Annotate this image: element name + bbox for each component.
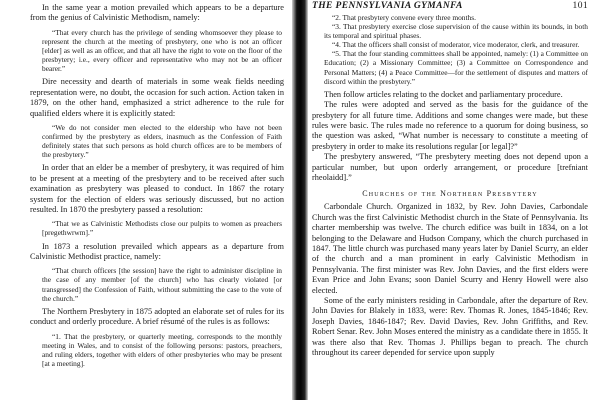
block-quote: “That we as Calvinistic Methodists close our pulpits to women as preachers [pregethwrwm].” <box>42 219 282 238</box>
block-quote: “1. That the presbytery, or quarterly meeting, corresponds to the monthly meeting in Wales, and to consist of the following persons: pastors, preachers, and ruling elders, together with elders of other presbyteries who may be present [at a meeting]. <box>42 331 282 368</box>
rule-item: “3. That presbytery exercise close supervision of the cause within its bounds, in both its temporal and spiritual phases. <box>324 22 588 41</box>
body-paragraph: The rules were adopted and served as the basis for the guidance of the presbytery for all future time. Additions and some changes were made, but these rules were basic. The rules made no reference to a quorum for doing business, so the question was asked, “What number is necessary to constitute a meeting of presbytery in order to make its resolutions regular [or legal]?” <box>312 100 588 151</box>
block-quote: “That every church has the privilege of sending whomsoever they please to represent the church at the meeting of presbytery, one who is not an officer [elder] as well as an officer, and that all have the right to vote on the floor of the presbytery; i.e., every officer and representative who may not be an officer bearer.” <box>42 27 282 74</box>
right-page <box>308 0 600 400</box>
left-page <box>0 0 292 400</box>
running-head-title: THE PENNSYLVANIA GYMANFA <box>312 1 463 11</box>
body-paragraph: Then follow articles relating to the docket and parliamentary procedure. <box>324 89 563 99</box>
body-paragraph: Dire necessity and dearth of materials in some weak fields needing representation were, no doubt, the occasion for such action. Action taken in 1879, on the other hand, emphasized a strict adherence to the rule for qualified elders where it is explicitly stated: <box>30 77 284 118</box>
body-paragraph: The presbytery answered, “The presbytery meeting does not depend upon a particular number, but upon orderly arrangement, or procedure [trefniant rheolaidd].” <box>312 152 588 182</box>
running-head <box>312 0 588 12</box>
body-paragraph: Some of the early ministers residing in Carbondale, after the departure of Rev. John Davies for Blakely in 1833, were: Rev. Thomas R. Jones, 1845-1846; Rev. Joseph Davies, 1846-1847; Rev. David Davies, Rev. John Griffiths, and Rev. Robert Senar. Rev. John Moses entered the ministry as a candidate there in 1855. It was there also that Rev. Thomas J. Phillips began to preach. The church throughout its career depended for service upon supply <box>312 296 588 358</box>
rule-item: “5. That the four standing committees shall be appointed, namely: (1) a Committee on Education; (2) a Missionary Committee; (3) a Committee on Correspondence and Personal Matters; (4) a Peace Committee—for the settlement of disputes and matters of discord within the presbytery.” <box>324 49 588 86</box>
rule-item: “4. That the officers shall consist of moderator, vice moderator, clerk, and treasurer. <box>332 40 580 50</box>
section-heading: Churches of the Northern Presbytery <box>362 189 538 199</box>
body-paragraph: In the same year a motion prevailed which appears to be a departure from the genius of Calvinistic Methodism, namely: <box>30 3 284 23</box>
body-paragraph: The Northern Presbytery in 1875 adopted an elaborate set of rules for its conduct and orderly procedure. A brief résumé of the rules is as follows: <box>30 306 284 327</box>
page-number: 101 <box>572 1 588 11</box>
block-quote: “We do not consider men elected to the eldership who have not been confirmed by the presbytery as elders, inasmuch as the Confession of Faith definitely states that such persons as hold church offices are to be members of the presbytery.” <box>42 122 282 160</box>
body-paragraph: In order that an elder be a member of presbytery, it was required of him to be present at a meeting of the presbytery and to be received after such examination as presbytery was pleased to conduct. In 1867 the rotary system for the election of elders was seriously discussed, but no action resulted. In 1870 the presbytery passed a resolution: <box>30 163 284 214</box>
block-quote: “That church officers [the session] have the right to administer discipline in the case of any member [of the church] who has clearly violated [or transgressed] the Confession of Faith, without submitting the case to the vote of the church.” <box>42 266 282 303</box>
book-gutter <box>292 0 308 400</box>
body-paragraph: In 1873 a resolution prevailed which appears as a departure from Calvinistic Methodist practice, namely: <box>30 241 284 261</box>
body-paragraph: Carbondale Church. Organized in 1832, by Rev. John Davies, Carbondale Church was the first Calvinistic Methodist church in the State of Pennsylvania. Its charter membership was twelve. The church edifice was built in 1834, on a lot belonging to the Delaware and Hudson Company, which the church purchased in 1847. The little church was purchased many years later by Daniel Scurry, an elder of the church and a man prominent in early Calvinistic Methodism in Pennsylvania. The first minister was Rev. John Davies, and the first elders were Evan Price and John Evans; soon Daniel Scurry and Henry Howell were also elected. <box>312 202 588 295</box>
rule-item: “2. That presbytery convene every three months. <box>332 13 476 22</box>
